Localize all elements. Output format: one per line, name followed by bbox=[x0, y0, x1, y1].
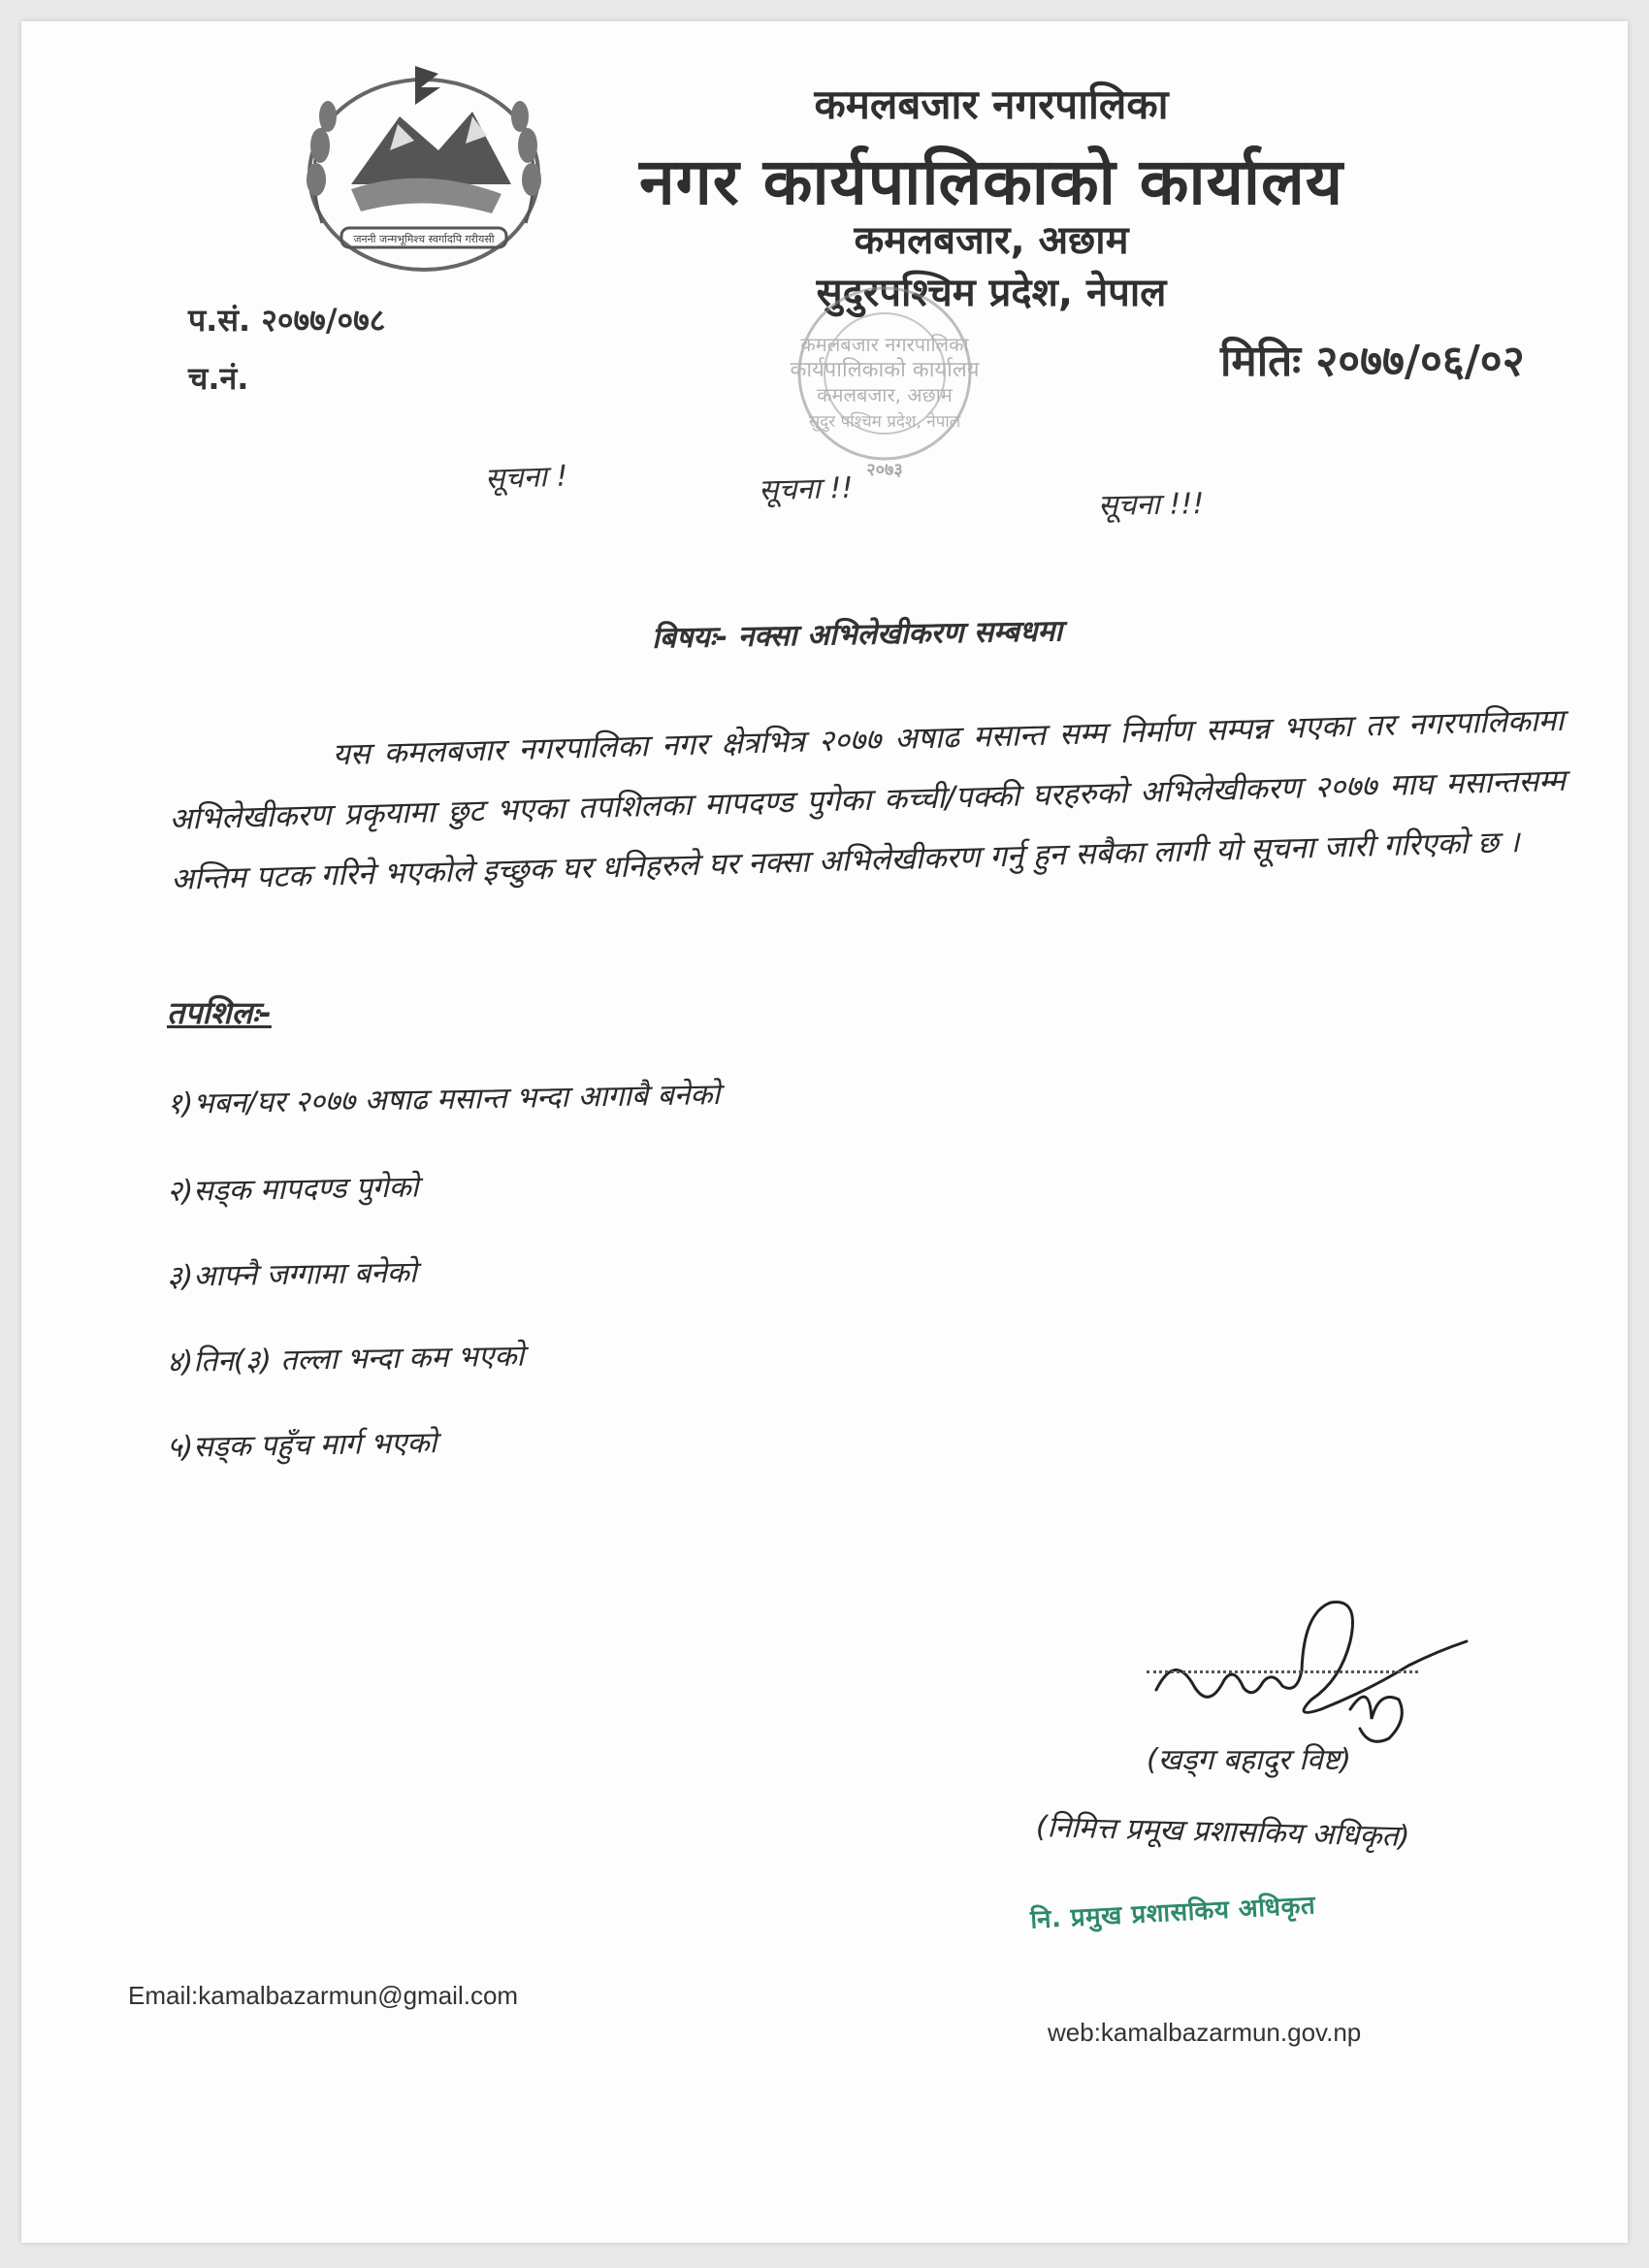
svg-text:२०७३: २०७३ bbox=[866, 460, 903, 480]
svg-text:सुदुर पश्चिम प्रदेश, नेपाल: सुदुर पश्चिम प्रदेश, नेपाल bbox=[808, 412, 961, 432]
office-location: कमलबजार, अछाम bbox=[854, 218, 1129, 263]
list-item: १)भबन/घर २०७७ अषाढ मसान्त भन्दा आगाबै बनेको bbox=[166, 1078, 721, 1121]
list-item: ५)सड्क पहुँच मार्ग भएको bbox=[166, 1426, 437, 1465]
designation-stamp: नि. प्रमुख प्रशासकिय अधिकृत bbox=[1029, 1891, 1316, 1935]
signatory-title: (निमित्त प्रमूख प्रशासकिय अधिकृत) bbox=[1035, 1809, 1410, 1855]
office-name: नगर कार्यपालिकाको कार्यालय bbox=[639, 145, 1343, 219]
nepal-emblem-logo bbox=[293, 58, 555, 281]
list-item: ३)आफ्नै जग्गामा बनेको bbox=[166, 1255, 418, 1294]
svg-text:कार्यपालिकाको कार्यालय: कार्यपालिकाको कार्यालय bbox=[790, 358, 980, 382]
office-province: सुदुरपश्चिम प्रदेश, नेपाल bbox=[816, 271, 1167, 315]
body-paragraph: यस कमलबजार नगरपालिका नगर क्षेत्रभित्र २०७७ अषाढ मसान्त सम्म निर्माण सम्पन्न भएका तर नगरपालिकामा अभिलेखीकरण प्रकृयामा छुट भएका तपशिलका मापदण्ड पुगेका कच्ची/पक्की घरहरुको अभिलेखीकरण २०७७ माघ मसान्तसम्म अन्तिम पटक गरिने भएकोले इच्छुक घर धनिहरुले घर नक्सा अभिलेखीकरण गर्नु हुन सबैका लागी यो सूचना जारी गरिएको छ । bbox=[169, 702, 1567, 897]
dispatch-number: च.नं. bbox=[188, 360, 249, 397]
document-date: मितिः २०७७/०६/०२ bbox=[1220, 337, 1525, 386]
svg-text:जननी जन्मभूमिश्च स्वर्गादपि गर: जननी जन्मभूमिश्च स्वर्गादपि गरीयसी bbox=[353, 233, 495, 245]
signatory-name: (खड्ग बहादुर विष्ट) bbox=[1147, 1743, 1351, 1777]
office-seal-stamp bbox=[739, 281, 1030, 485]
list-item: ४)तिन(३) तल्ला भन्दा कम भएको bbox=[166, 1339, 525, 1379]
subject-line: बिषयः- नक्सा अभिलेखीकरण सम्बधमा bbox=[651, 614, 1063, 656]
reference-number: प.सं. २०७७/०७८ bbox=[188, 302, 386, 339]
footer-website: web:kamalbazarmun.gov.np bbox=[1048, 2018, 1362, 2047]
notice-heading-2: सूचना !! bbox=[758, 470, 854, 508]
signature-line bbox=[1147, 1670, 1418, 1673]
list-item: २)सड्क मापदण्ड पुगेको bbox=[166, 1170, 419, 1209]
footer-email: Email:kamalbazarmun@gmail.com bbox=[128, 1981, 519, 2010]
notice-heading-1: सूचना ! bbox=[484, 459, 568, 497]
svg-text:कमलबजार नगरपालिका: कमलबजार नगरपालिका bbox=[800, 333, 969, 356]
svg-text:कमलबजार, अछाम: कमलबजार, अछाम bbox=[817, 383, 953, 406]
details-heading: तपशिलः- bbox=[167, 994, 272, 1031]
municipality-name: कमलबजार नगरपालिका bbox=[814, 81, 1169, 128]
document-page bbox=[21, 21, 1628, 2243]
notice-heading-3: सूचना !!! bbox=[1097, 487, 1205, 523]
